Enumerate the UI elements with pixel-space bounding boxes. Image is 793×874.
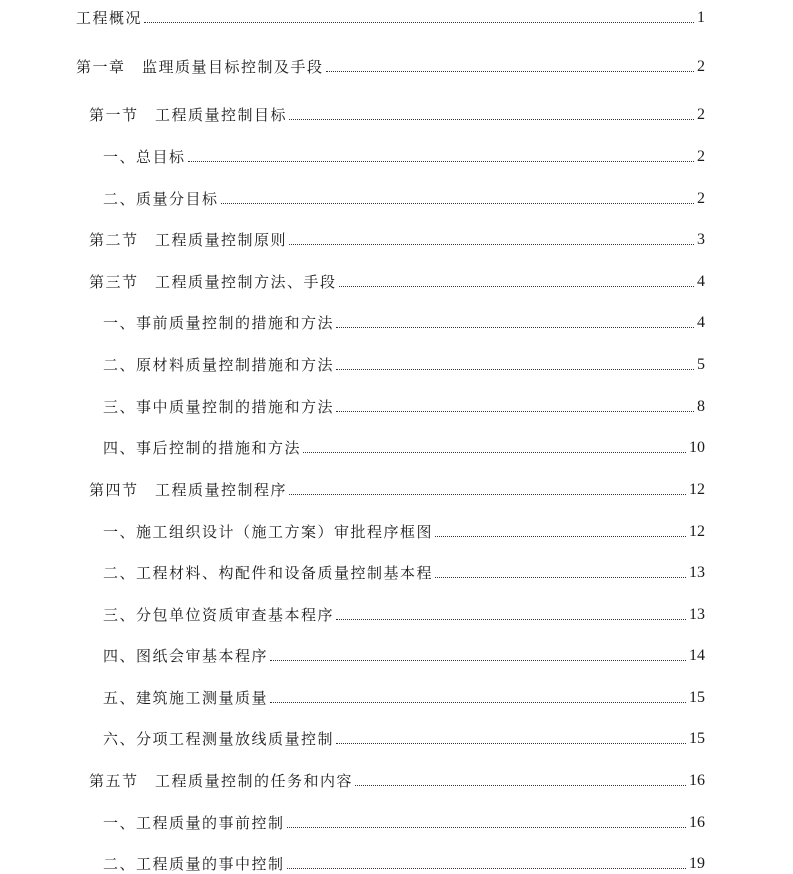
toc-entry[interactable] [89,476,705,500]
toc-dot-leader [336,618,686,620]
toc-entry-title: 第二节 工程质量控制原则 [89,231,288,249]
toc-entry-page: 15 [689,689,705,706]
toc-entry-page: 16 [689,772,705,789]
toc-entry[interactable] [103,725,705,749]
toc-entry[interactable] [89,226,705,250]
toc-entry[interactable] [103,143,705,167]
toc-entry[interactable] [103,434,705,458]
toc-entry[interactable] [103,642,705,666]
toc-entry-page: 4 [697,314,705,331]
toc-dot-leader [287,826,686,828]
toc-entry-title: 六、分项工程测量放线质量控制 [103,730,335,748]
toc-entry-page: 2 [697,148,705,165]
toc-entry-page: 13 [689,564,705,581]
toc-dot-leader [270,701,686,703]
toc-dot-leader [144,21,694,23]
toc-entry-page: 2 [697,190,705,207]
toc-entry[interactable] [103,559,705,583]
toc-dot-leader [289,118,694,120]
toc-entry[interactable] [103,185,705,209]
toc-entry-page: 2 [697,106,705,123]
toc-dot-leader [326,70,694,72]
toc-entry[interactable] [89,268,705,292]
toc-entry-title: 四、图纸会审基本程序 [103,647,269,665]
toc-entry[interactable] [103,518,705,542]
toc-entry-page: 10 [689,439,705,456]
toc-entry[interactable] [103,309,705,333]
toc-dot-leader [336,368,694,370]
toc-entry[interactable] [89,101,705,125]
toc-entry-title: 三、分包单位资质审查基本程序 [103,606,335,624]
toc-entry-title: 第五节 工程质量控制的任务和内容 [89,772,354,790]
toc-dot-leader [355,784,686,786]
toc-entry-title: 二、原材料质量控制措施和方法 [103,356,335,374]
toc-entry-page: 15 [689,730,705,747]
toc-entry-title: 一、施工组织设计（施工方案）审批程序框图 [103,523,434,541]
toc-entry-page: 5 [697,356,705,373]
toc-entry-title: 工程概况 [76,9,143,27]
toc-dot-leader [336,742,686,744]
toc-entry-title: 一、总目标 [103,148,186,166]
toc-entry-page: 14 [689,647,705,664]
toc-entry-page: 3 [697,231,705,248]
toc-entry[interactable] [103,809,705,833]
toc-entry-title: 三、事中质量控制的措施和方法 [103,398,335,416]
toc-entry-title: 二、工程材料、构配件和设备质量控制基本程 [103,564,434,582]
toc-entry-page: 1 [697,9,705,26]
toc-entry-title: 五、建筑施工测量质量 [103,689,269,707]
toc-entry[interactable] [103,601,705,625]
toc-entry-page: 13 [689,606,705,623]
toc-dot-leader [289,243,694,245]
toc-entry-title: 第一节 工程质量控制目标 [89,106,288,124]
toc-entry-page: 12 [689,481,705,498]
toc-dot-leader [270,659,686,661]
toc-entry-title: 一、工程质量的事前控制 [103,814,285,832]
toc-entry-page: 12 [689,523,705,540]
toc-dot-leader [435,535,686,537]
toc-dot-leader [336,326,694,328]
toc-entry-page: 16 [689,814,705,831]
toc-entry-page: 19 [689,855,705,872]
toc-entry-page: 2 [697,58,705,75]
toc-entry-title: 二、工程质量的事中控制 [103,855,285,873]
toc-dot-leader [188,160,694,162]
toc-entry-title: 第四节 工程质量控制程序 [89,481,288,499]
toc-entry-title: 二、质量分目标 [103,190,219,208]
toc-dot-leader [287,867,686,869]
toc-dot-leader [289,493,686,495]
toc-dot-leader [339,285,694,287]
toc-dot-leader [336,410,694,412]
toc-entry-page: 8 [697,398,705,415]
toc-entry[interactable] [103,684,705,708]
toc-entry-title: 一、事前质量控制的措施和方法 [103,314,335,332]
toc-entry[interactable] [103,393,705,417]
toc-entry-title: 四、事后控制的措施和方法 [103,439,302,457]
toc-entry[interactable] [103,850,705,874]
toc-entry[interactable] [76,53,705,77]
toc-dot-leader [303,451,686,453]
toc-entry-title: 第一章 监理质量目标控制及手段 [76,58,324,76]
toc-dot-leader [435,576,686,578]
toc-entry-page: 4 [697,273,705,290]
toc-entry[interactable] [103,351,705,375]
toc-entry[interactable] [76,4,705,28]
toc-dot-leader [221,202,694,204]
toc-entry-title: 第三节 工程质量控制方法、手段 [89,273,337,291]
toc-entry[interactable] [89,767,705,791]
